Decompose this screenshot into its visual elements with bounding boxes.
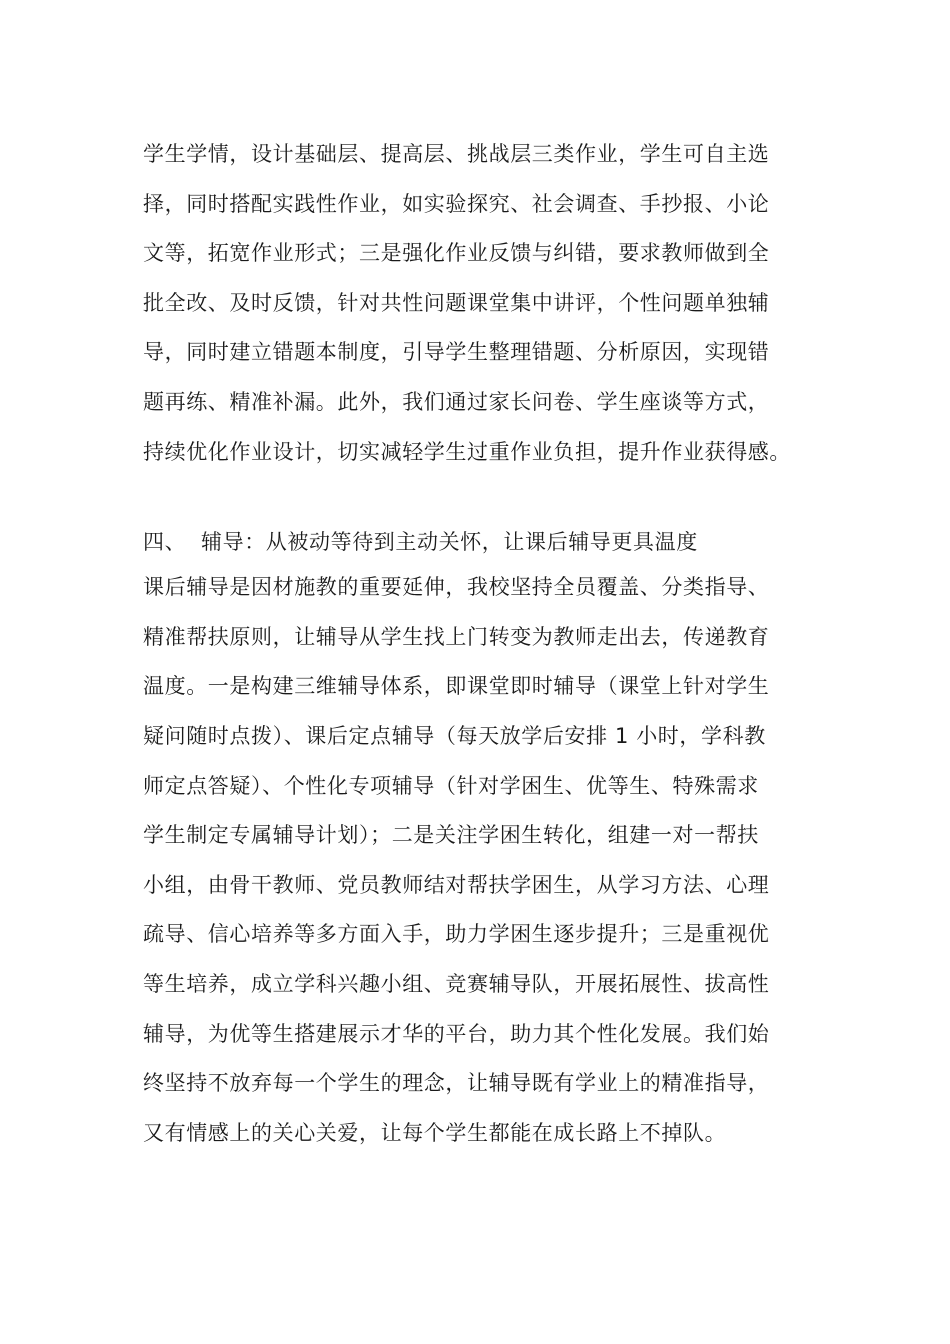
text-line: 又有情感上的关心关爱，让每个学生都能在成长路上不掉队。 xyxy=(143,1120,727,1145)
text-line: 持续优化作业设计，切实减轻学生过重作业负担，提升作业获得感。 xyxy=(143,439,791,464)
text-line: 学生制定专属辅导计划）；二是关注学困生转化，组建一对一帮扶 xyxy=(143,823,759,848)
section-title: 辅导：从被动等待到主动关怀，让课后辅导更具温度 xyxy=(201,530,698,555)
paragraph-spacer xyxy=(143,477,823,521)
text-line: 批全改、及时反馈，针对共性问题课堂集中讲评，个性问题单独辅 xyxy=(143,290,770,315)
text-line: 导，同时建立错题本制度，引导学生整理错题、分析原因，实现错 xyxy=(143,340,770,365)
text-line: 疏导、信心培养等多方面入手，助力学困生逐步提升；三是重视优 xyxy=(143,922,770,947)
document-body xyxy=(143,130,823,1158)
section-heading xyxy=(143,521,823,563)
text-line: 精准帮扶原则，让辅导从学生找上门转变为教师走出去，传递教育 xyxy=(143,624,770,649)
text-line: 学生学情，设计基础层、提高层、挑战层三类作业，学生可自主选 xyxy=(143,142,770,166)
text-line: 课后辅导是因材施教的重要延伸，我校坚持全员覆盖、分类指导、 xyxy=(143,575,770,600)
text-line: 疑问随时点拨）、课后定点辅导（每天放学后安排 1 小时，学科教 xyxy=(143,723,766,748)
section-number: 四、 xyxy=(143,530,187,555)
paragraph-tutoring xyxy=(143,563,823,1158)
text-line: 等生培养，成立学科兴趣小组、竞赛辅导队，开展拓展性、拔高性 xyxy=(143,971,770,996)
text-line: 择，同时搭配实践性作业，如实验探究、社会调查、手抄报、小论 xyxy=(143,191,770,216)
paragraph-homework-continued xyxy=(143,130,823,477)
text-line: 终坚持不放弃每一个学生的理念，让辅导既有学业上的精准指导， xyxy=(143,1071,770,1096)
text-line: 师定点答疑）、个性化专项辅导（针对学困生、优等生、特殊需求 xyxy=(143,773,759,798)
text-line: 文等，拓宽作业形式；三是强化作业反馈与纠错，要求教师做到全 xyxy=(143,241,770,266)
text-line: 题再练、精准补漏。此外，我们通过家长问卷、学生座谈等方式， xyxy=(143,389,770,414)
text-line: 温度。一是构建三维辅导体系，即课堂即时辅导（课堂上针对学生 xyxy=(143,674,770,699)
text-line: 小组，由骨干教师、党员教师结对帮扶学困生，从学习方法、心理 xyxy=(143,872,770,897)
text-line: 辅导，为优等生搭建展示才华的平台，助力其个性化发展。我们始 xyxy=(143,1021,770,1046)
